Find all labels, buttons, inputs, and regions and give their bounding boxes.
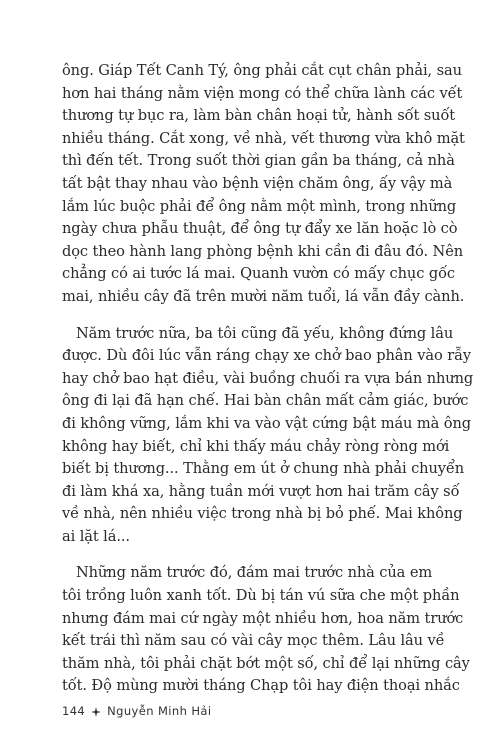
text-line: thì đến tết. Trong suốt thời gian gần ba tháng, cả nhà [62,152,455,170]
text-line: hơn hai tháng nằm viện mong có thể chữa lành các vết [62,84,463,102]
text-line: kết trái thì năm sau có vài cây mọc thêm. Lâu lâu về [62,632,445,650]
text-line: được. Dù đôi lúc vẫn ráng chạy xe chở bao phân vào rẫy [62,347,472,365]
text-line: Năm trước nữa, ba tôi cũng đã yếu, không đứng lâu [76,324,454,342]
paragraph [62,60,465,309]
text-line: lắm lúc buộc phải để ông nằm một mình, trong những [62,197,457,215]
text-line: dọc theo hành lang phòng bệnh khi cần đi đâu đó. Nên [62,242,464,260]
text-line: Những năm trước đó, đám mai trước nhà của em [76,564,433,582]
page-number: 144 [62,704,86,718]
text-line: ông. Giáp Tết Canh Tý, ông phải cắt cụt chân phải, sau [62,62,462,79]
paragraph [62,323,474,549]
text-line: nhưng đám mai cứ ngày một nhiều hơn, hoa năm trước [62,609,464,627]
text-line: tốt. Độ mùng mười tháng Chạp tôi hay điện thoại nhắc [62,677,460,695]
body-text [62,60,474,712]
paragraph [62,562,470,698]
text-line: tất bật thay nhau vào bệnh viện chăm ông, ấy vậy mà [62,174,453,192]
text-line: đi không vững, lắm khi va vào vật cứng bật máu mà ông [62,414,471,432]
sparkle-icon [91,706,101,716]
author-name: Nguyễn Minh Hải [107,704,212,718]
text-line: không hay biết, chỉ khi thấy máu chảy ròng ròng mới [62,437,450,455]
text-line: biết bị thương... Thằng em út ở chung nhà phải chuyển [62,460,465,478]
text-line: thương tự bục ra, làm bàn chân hoại tử, hành sốt suốt [62,107,456,125]
page-footer [62,704,211,718]
text-line: tôi trồng luôn xanh tốt. Dù bị tán vú sữa che một phần [62,587,460,605]
text-line: thăm nhà, tôi phải chặt bớt một số, chỉ để lại những cây [62,654,470,672]
text-line: ai lặt lá... [62,527,130,545]
text-line: đi làm khá xa, hằng tuần mới vượt hơn hai trăm cây số [62,482,460,500]
text-line: hay chở bao hạt điều, vài buồng chuối ra vựa bán nhưng [62,369,474,387]
text-line: ông đi lại đã hạn chế. Hai bàn chân mất cảm giác, bước [62,392,469,410]
text-line: ngày chưa phẫu thuật, để ông tự đẩy xe lăn hoặc lò cò [62,220,458,238]
text-line: chẳng có ai tước lá mai. Quanh vườn có mấy chục gốc [62,265,455,283]
text-line: về nhà, nên nhiều việc trong nhà bị bỏ phế. Mai không [62,505,463,523]
text-line: nhiều tháng. Cắt xong, về nhà, vết thương vừa khô mặt [62,129,465,147]
text-line: mai, nhiều cây đã trên mười năm tuổi, lá vẫn đầy cành. [62,287,465,305]
